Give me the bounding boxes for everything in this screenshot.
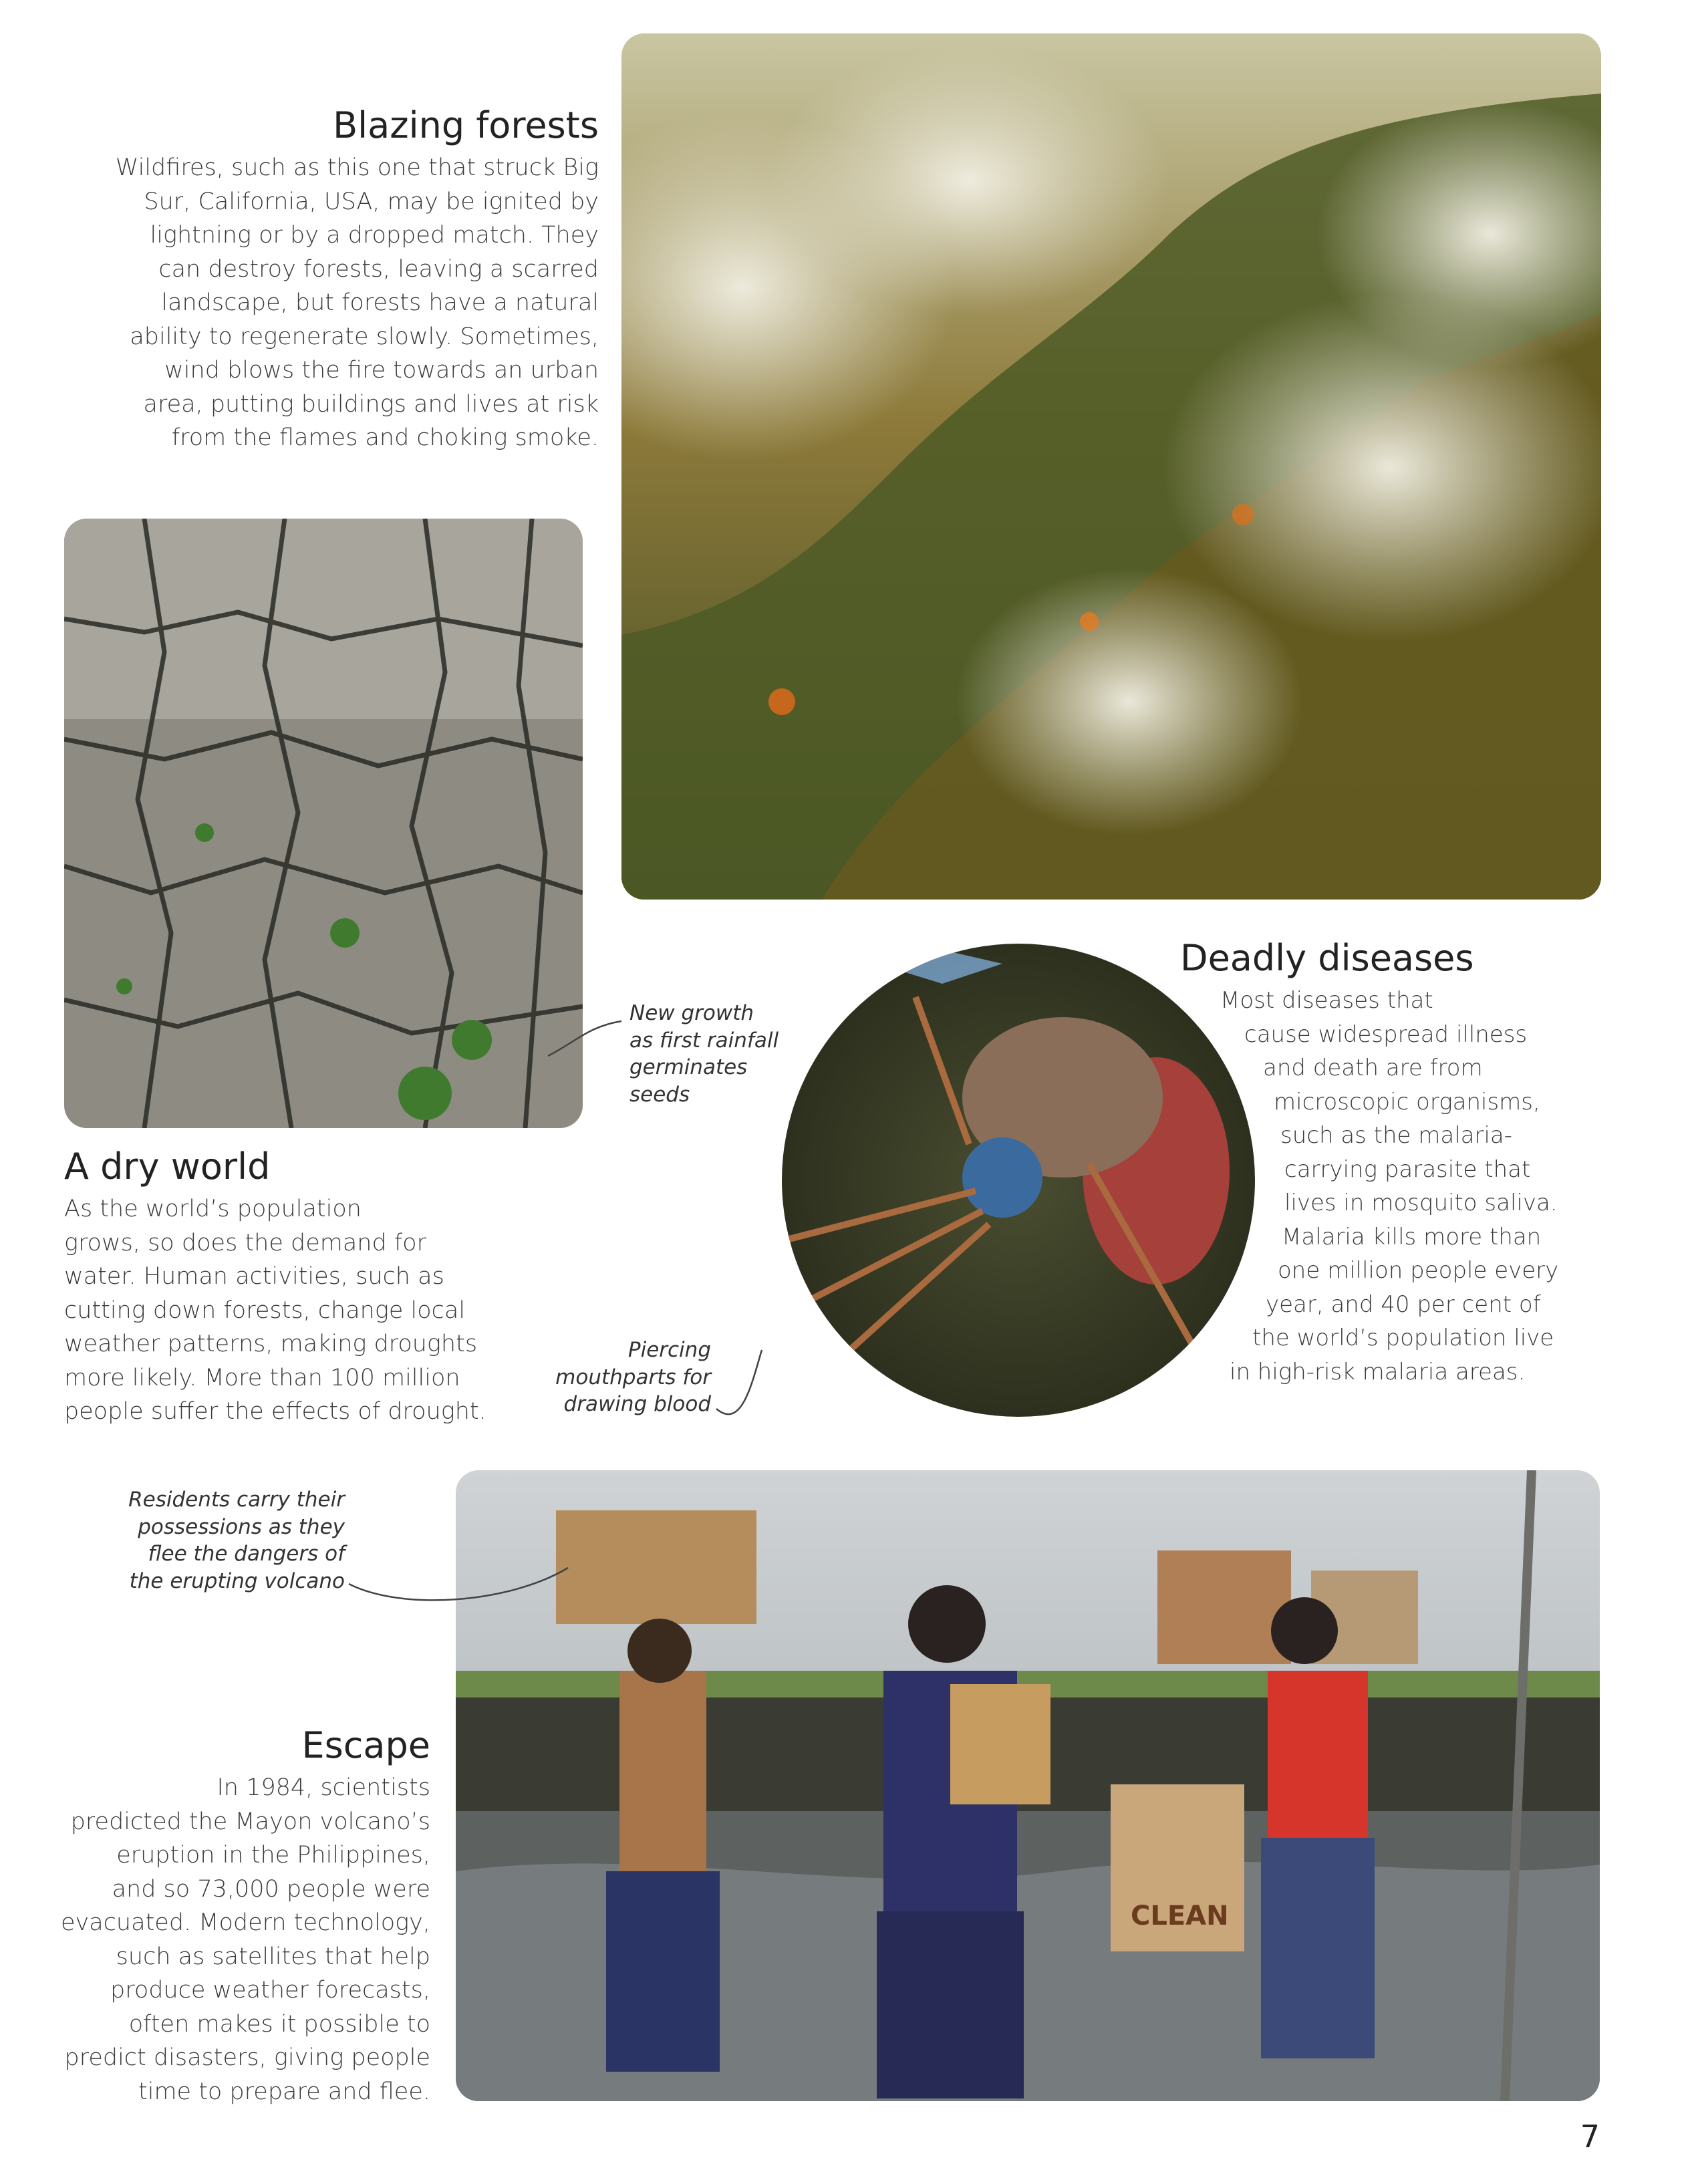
dry-world-text: As the world’s population grows, so does the demand for water. Human activities, such as cutting down forests, change local weather patterns, making droughts more likely. More than 100 million people suffer the effects of drought. [64, 1196, 486, 1425]
piercing-mouthparts-caption: Piercing mouthparts for drawing blood [555, 1338, 711, 1416]
deadly-diseases-heading: Deadly diseases [1180, 937, 1474, 979]
deadly-diseases-text: Most diseases that cause widespread illness and death are from microscopic organisms, such as the malaria- carrying parasite that lives in mosquito saliva. Malaria kills more than one million people every year, and 40 per cent of the world’s population live in high-risk malaria areas. [1220, 987, 1559, 1385]
residents-caption: Residents carry their possessions as they flee the dangers of the erupting volcano [128, 1488, 345, 1593]
blazing-forests-text: Wildfires, such as this one that struck Big Sur, California, USA, may be ignited by lightning or by a dropped match. They can destroy forests, leaving a scarred landscape, but forests have a natural ability to regenerate slowly. Sometimes, wind blows the fire towards an urban area, putting buildings and lives at risk from the flames and choking smoke. [115, 154, 599, 451]
new-growth-caption: New growth as first rainfall germinates seeds [629, 1001, 779, 1107]
clean-box-label: CLEAN [1131, 1901, 1229, 1931]
blazing-forests-heading: Blazing forests [333, 104, 599, 146]
dry-world-heading: A dry world [64, 1145, 271, 1188]
escape-heading: Escape [301, 1724, 430, 1766]
escape-text: In 1984, scientists predicted the Mayon volcano’s eruption in the Philippines, and so 73,000 people were evacuated. Modern technology, such as satellites that help produce weather forecasts, often makes it possible to predict disasters, giving people time to prepare and flee. [61, 1774, 430, 2105]
page-number: 7 [1580, 2119, 1600, 2155]
